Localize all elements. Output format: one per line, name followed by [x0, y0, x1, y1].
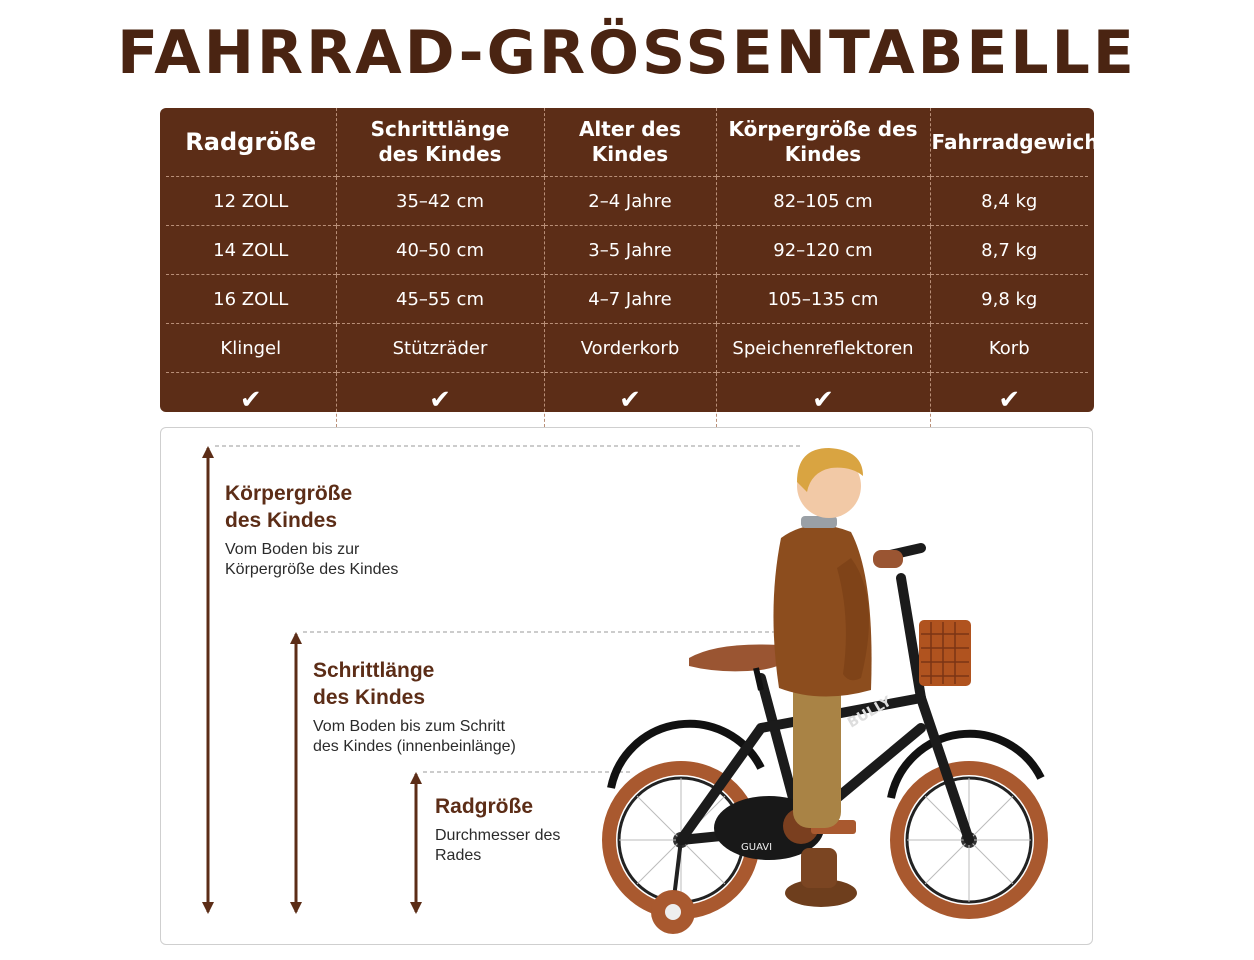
header-wheel-size: Radgröße	[166, 108, 336, 177]
table-cell: 16 ZOLL	[166, 275, 336, 324]
body-height-heading-2: des Kindes	[225, 509, 338, 532]
feature-bell: Klingel	[166, 324, 336, 373]
measurement-diagram	[160, 427, 1093, 945]
body-height-desc-1: Vom Boden bis zur	[225, 541, 360, 558]
wheel-size-desc-2: Rades	[435, 847, 482, 864]
table-cell: 12 ZOLL	[166, 177, 336, 226]
table-cell: 8,4 kg	[930, 177, 1088, 226]
table-row	[166, 226, 1088, 275]
check-icon: ✔	[166, 373, 336, 428]
table-row	[166, 275, 1088, 324]
table-cell: 2–4 Jahre	[544, 177, 716, 226]
training-wheel-icon	[651, 840, 695, 934]
inseam-heading-2: des Kindes	[313, 686, 426, 709]
size-table	[166, 108, 1109, 427]
inseam-heading-1: Schrittlänge	[313, 659, 435, 682]
inseam-desc-1: Vom Boden bis zum Schritt	[313, 718, 506, 735]
header-inseam-text: Schrittlänge des Kindes	[370, 117, 510, 166]
table-header-row	[166, 108, 1088, 177]
table-cell: 105–135 cm	[716, 275, 930, 324]
page-title: FAHRRAD-GRÖSSENTABELLE	[117, 18, 1137, 88]
table-cell: 40–50 cm	[336, 226, 544, 275]
header-age-text: Alter des Kindes	[578, 117, 682, 166]
feature-spoke-reflectors: Speichenreflektoren	[716, 324, 930, 373]
feature-training-wheels: Stützräder	[336, 324, 544, 373]
header-inseam	[336, 108, 544, 177]
table-cell: 92–120 cm	[716, 226, 930, 275]
bike-frame-text: BULLY	[845, 693, 895, 732]
table-cell: 45–55 cm	[336, 275, 544, 324]
check-icon: ✔	[336, 373, 544, 428]
feature-row	[166, 324, 1088, 373]
feature-basket: Korb	[930, 324, 1088, 373]
check-icon: ✔	[544, 373, 716, 428]
table-cell: 35–42 cm	[336, 177, 544, 226]
chainguard-text: GUAVI	[741, 842, 773, 853]
wheel-size-heading: Radgröße	[435, 795, 534, 818]
inseam-desc-2: des Kindes (innenbeinlänge)	[313, 738, 516, 755]
size-table-card	[160, 108, 1109, 415]
check-icon: ✔	[716, 373, 930, 428]
table-cell: 3–5 Jahre	[544, 226, 716, 275]
table-cell: 14 ZOLL	[166, 226, 336, 275]
check-icon: ✔	[930, 373, 1088, 428]
table-cell: 8,7 kg	[930, 226, 1088, 275]
body-height-desc-2: Körpergröße des Kindes	[225, 561, 399, 578]
table-cell: 4–7 Jahre	[544, 275, 716, 324]
header-bike-weight: Fahrradgewicht	[931, 129, 1109, 154]
wheel-size-desc-1: Durchmesser des	[435, 827, 561, 844]
basket-icon	[919, 620, 971, 686]
body-height-heading-1: Körpergröße	[225, 482, 353, 505]
table-row	[166, 177, 1088, 226]
check-row	[166, 373, 1088, 428]
table-cell: 82–105 cm	[716, 177, 930, 226]
table-cell: 9,8 kg	[930, 275, 1088, 324]
header-body-height	[716, 108, 930, 177]
header-age	[544, 108, 716, 177]
handlebar-grip-icon	[873, 550, 903, 568]
header-body-height-text: Körpergröße des Kindes	[728, 117, 918, 166]
feature-front-basket: Vorderkorb	[544, 324, 716, 373]
child-with-bike-image	[161, 428, 1091, 943]
